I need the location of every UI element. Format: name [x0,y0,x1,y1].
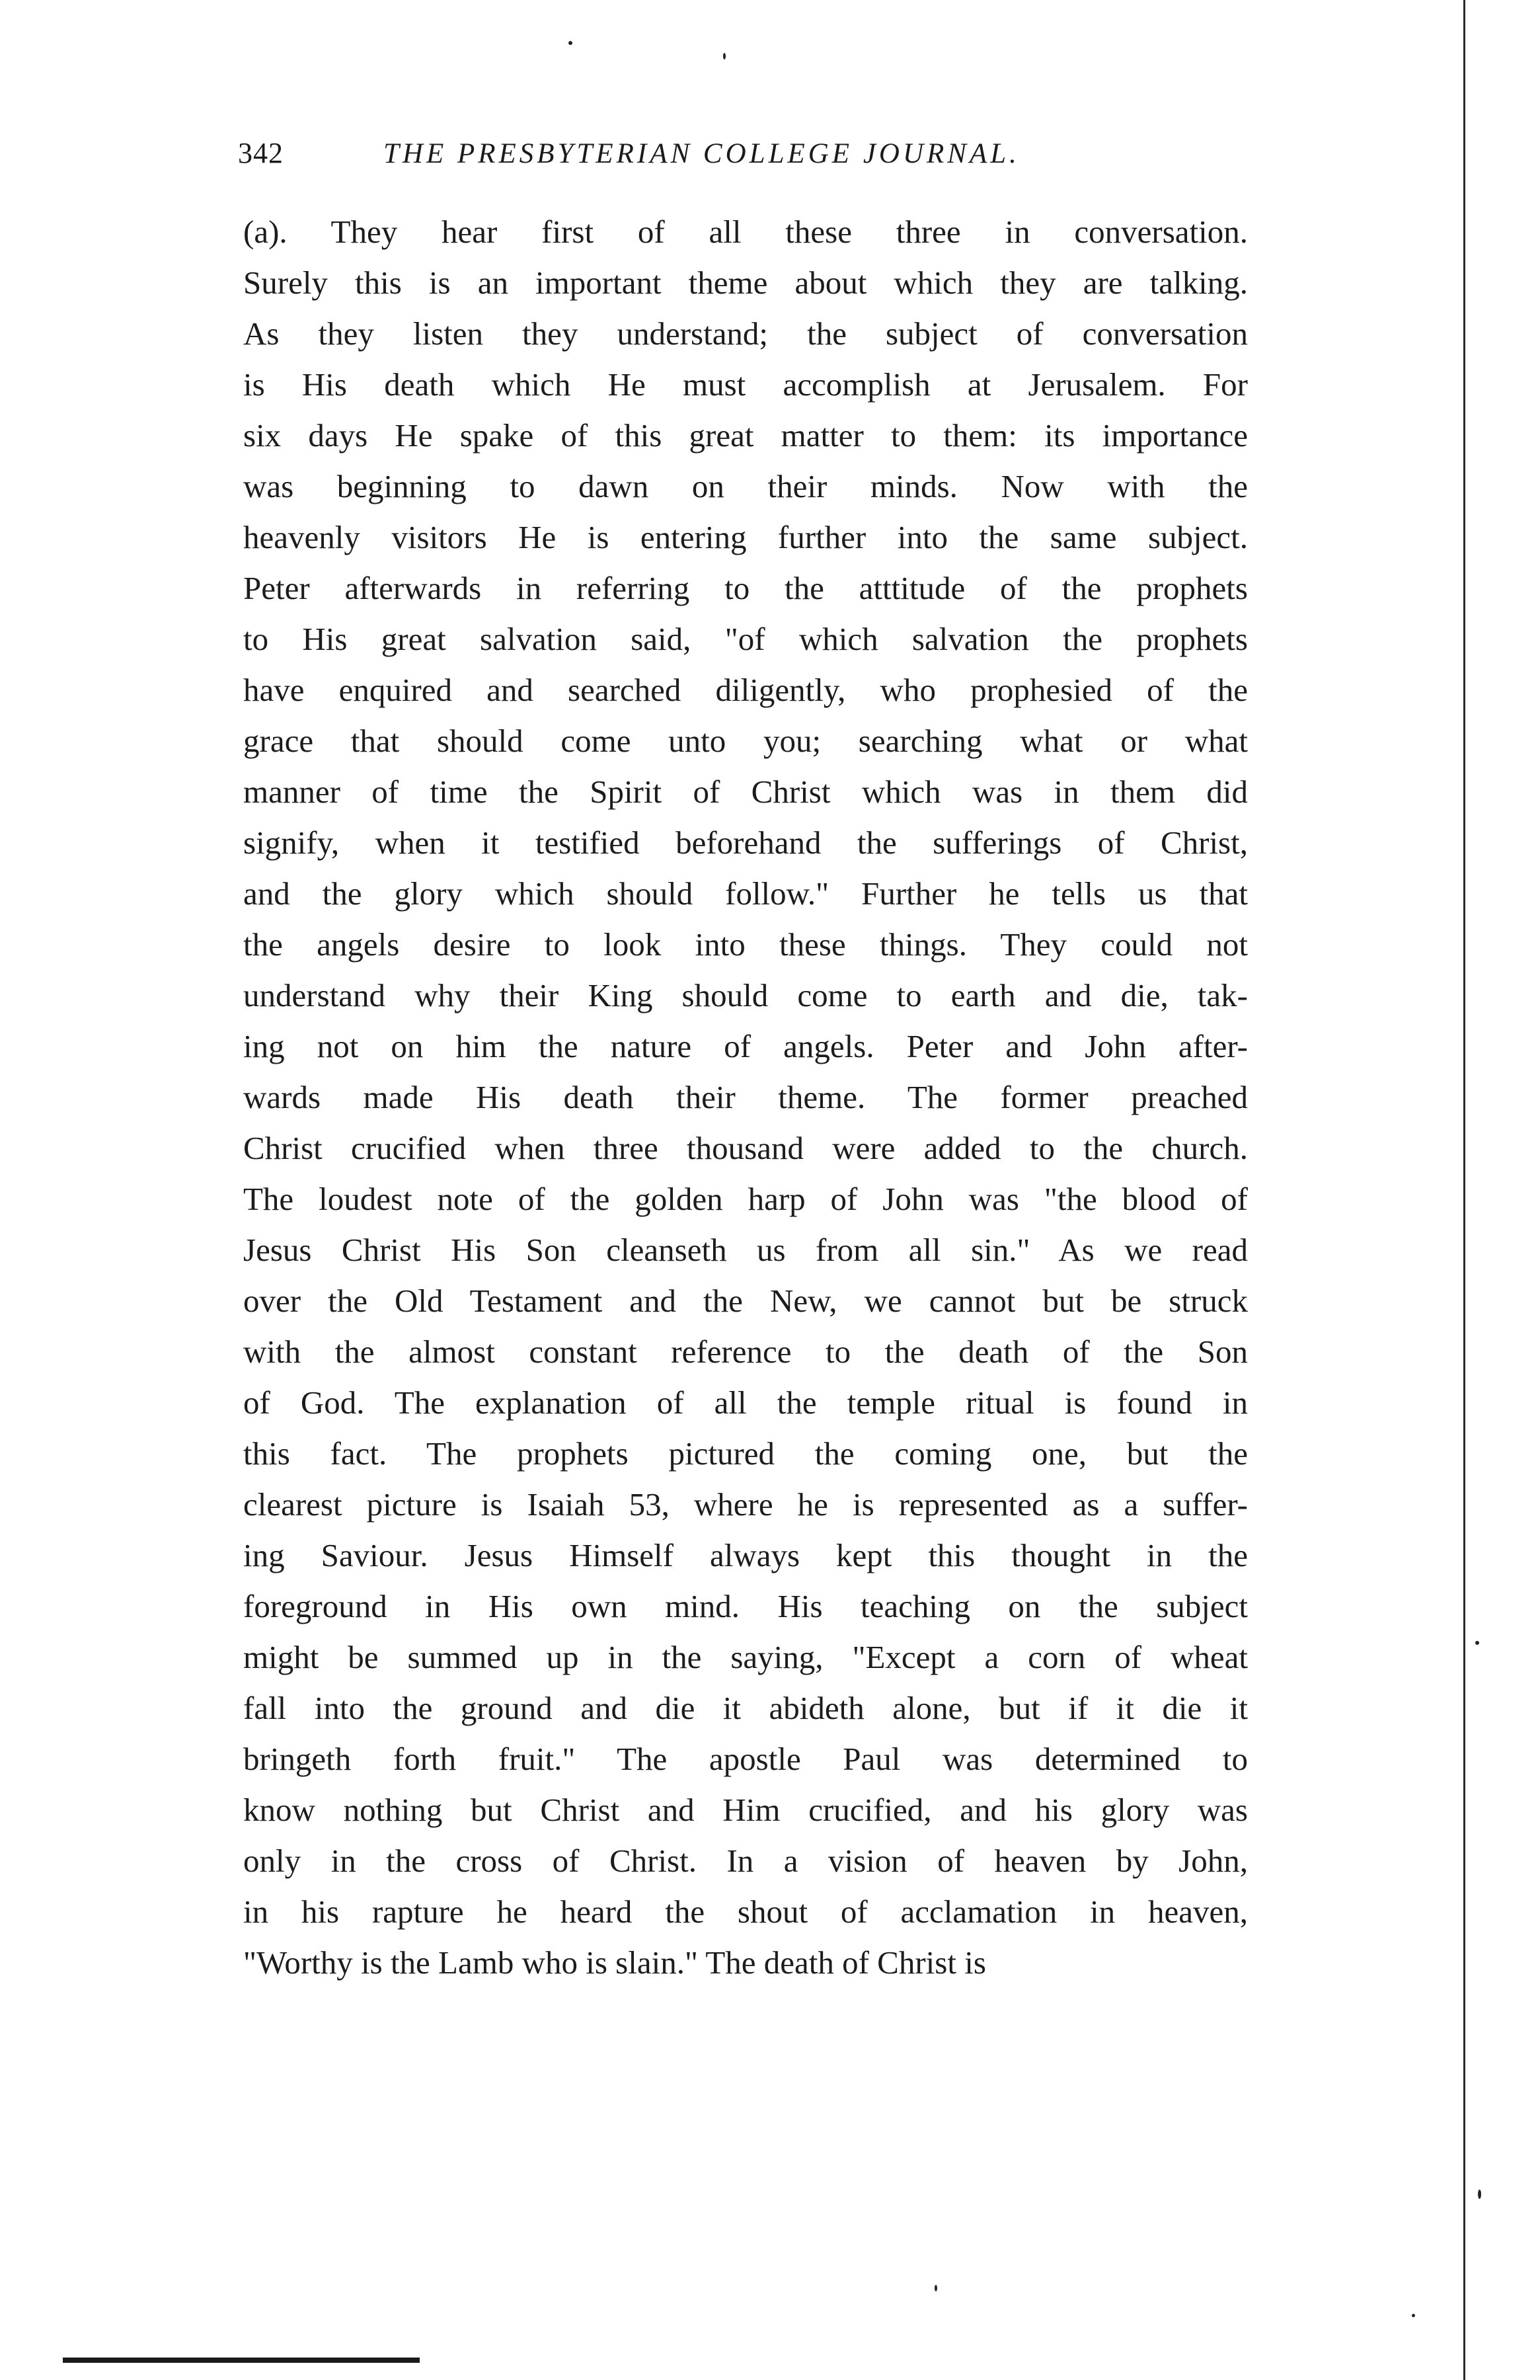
text-line: have enquired and searched diligently, who prophesied of the [243,672,1248,708]
text-line: the angels desire to look into these things. They could not [243,926,1248,963]
scan-edge-line [1463,0,1465,2380]
scan-speck [1412,2314,1415,2317]
text-line: Surely this is an important theme about which they are talking. [243,264,1248,301]
text-line: foreground in His own mind. His teaching on the subject [243,1588,1248,1624]
scan-speck [1475,1641,1479,1645]
text-line: might be summed up in the saying, "Except a corn of wheat [243,1639,1248,1675]
page-number: 342 [238,137,284,169]
text-line: is His death which He must accomplish at Jerusalem. For [243,366,1248,403]
scan-speck [568,41,572,45]
text-line: Peter afterwards in referring to the atttitude of the prophets [243,570,1248,606]
text-line: As they listen they understand; the subject of conversation [243,315,1248,352]
text-line: in his rapture he heard the shout of acclamation in heaven, [243,1893,1248,1930]
running-title: THE PRESBYTERIAN COLLEGE JOURNAL. [383,138,1020,169]
text-line: The loudest note of the golden harp of John was "the blood of [243,1181,1248,1217]
text-line: heavenly visitors He is entering further into the same subject. [243,519,1248,555]
text-line: Christ crucified when three thousand were added to the church. [243,1130,1248,1166]
text-line: wards made His death their theme. The former preached [243,1079,1248,1115]
text-line: grace that should come unto you; searching what or what [243,723,1248,759]
text-line: was beginning to dawn on their minds. Now with the [243,468,1248,504]
text-line: know nothing but Christ and Him crucified, and his glory was [243,1792,1248,1828]
text-line: clearest picture is Isaiah 53, where he is represented as a suffer- [243,1486,1248,1523]
text-line: with the almost constant reference to the death of the Son [243,1333,1248,1370]
page-header [238,136,1256,182]
text-line: and the glory which should follow." Further he tells us that [243,875,1248,912]
text-line: bringeth forth fruit." The apostle Paul was determined to [243,1741,1248,1777]
text-line: Jesus Christ His Son cleanseth us from all sin." As we read [243,1232,1248,1268]
scan-bottom-bar [63,2358,420,2363]
scan-speck [723,53,726,60]
scan-speck [1478,2190,1481,2199]
text-line: ing not on him the nature of angels. Peter and John after- [243,1028,1248,1064]
text-line: "Worthy is the Lamb who is slain." The death of Christ is [243,1944,986,1981]
text-line: to His great salvation said, "of which salvation the prophets [243,621,1248,657]
text-line: of God. The explanation of all the temple ritual is found in [243,1384,1248,1421]
text-line: manner of time the Spirit of Christ which was in them did [243,774,1248,810]
text-line: this fact. The prophets pictured the coming one, but the [243,1435,1248,1472]
text-line: (a). They hear first of all these three in conversation. [243,214,1248,250]
text-line: signify, when it testified beforehand the sufferings of Christ, [243,824,1248,861]
text-line: ing Saviour. Jesus Himself always kept this thought in the [243,1537,1248,1573]
body-text [243,206,1248,1988]
scan-speck [935,2285,937,2291]
text-line: over the Old Testament and the New, we cannot but be struck [243,1283,1248,1319]
text-line: only in the cross of Christ. In a vision of heaven by John, [243,1843,1248,1879]
text-line: six days He spake of this great matter to them: its importance [243,417,1248,454]
text-line: fall into the ground and die it abideth alone, but if it die it [243,1690,1248,1726]
text-line: understand why their King should come to earth and die, tak- [243,977,1248,1013]
